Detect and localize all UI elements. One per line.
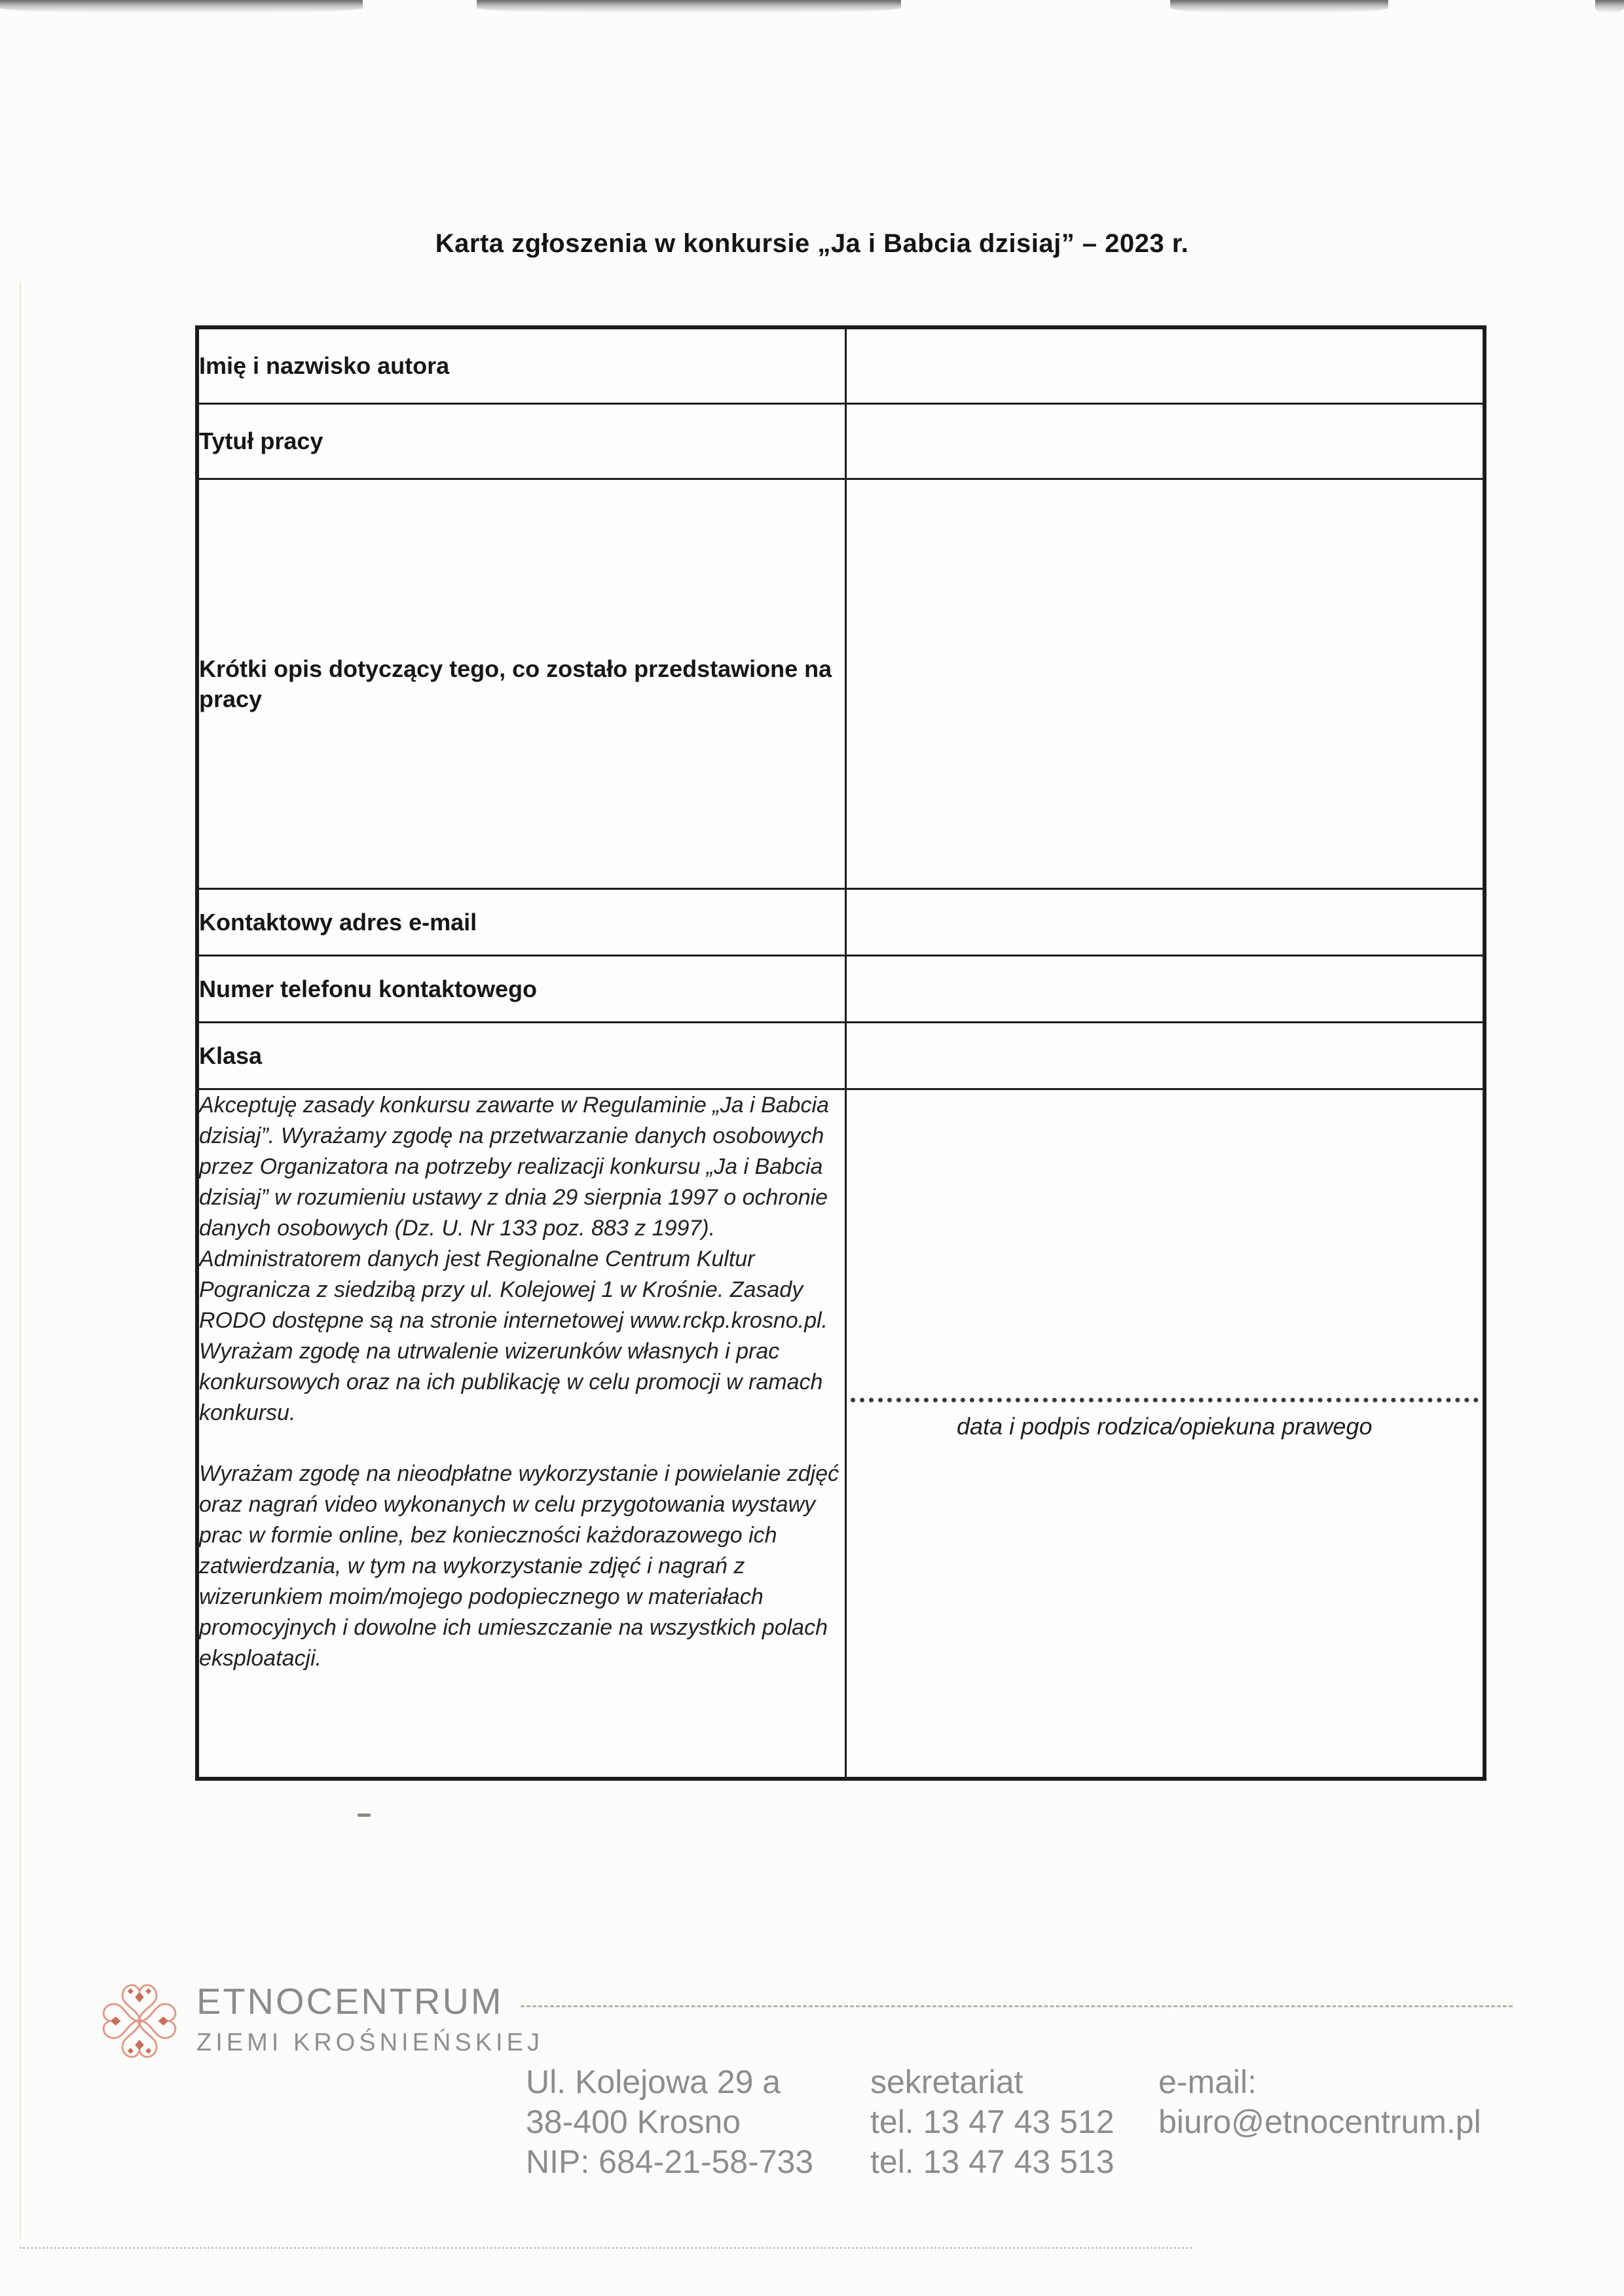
entry-form-table — [195, 325, 1486, 1781]
address-nip: NIP: 684-21-58-733 — [526, 2143, 814, 2180]
footer-divider — [521, 2005, 1513, 2007]
author-name-label: Imię i nazwisko autora — [197, 327, 845, 404]
scan-artifact-bottom-edge — [20, 2247, 1192, 2249]
address-street: Ul. Kolejowa 29 a — [526, 2064, 781, 2100]
work-title-field — [845, 404, 1485, 479]
author-name-field — [845, 327, 1485, 404]
consent-paragraph-2: Wyrażam zgodę na nieodpłatne wykorzystanie i powielanie zdjęć oraz nagrań video wykonanych w celu przygotowania wystawy prac w formie online, bez konieczności każdorazowego ich zatwierdzania, w tym na wykorzystanie zdjęć i nagrań z wizerunkiem moim/mojego podopiecznego w materiałach promocyjnych i dowolne ich umieszczanie na wszystkich polach eksploatacji. — [199, 1461, 840, 1671]
work-title-label: Tytuł pracy — [197, 404, 845, 479]
logo-text-block — [196, 1980, 544, 2057]
table-row — [197, 327, 1485, 404]
class-field — [845, 1023, 1485, 1089]
class-label: Klasa — [197, 1023, 845, 1089]
work-description-field — [845, 479, 1485, 889]
consent-statement — [197, 1089, 845, 1779]
contact-phone-label: Numer telefonu kontaktowego — [197, 956, 845, 1023]
secretariat-phone-2: tel. 13 47 43 513 — [870, 2143, 1115, 2180]
table-row — [197, 1023, 1485, 1089]
email-address: biuro@etnocentrum.pl — [1158, 2104, 1481, 2140]
email-label: e-mail: — [1158, 2064, 1257, 2100]
consent-paragraph-1: Akceptuję zasady konkursu zawarte w Regulaminie „Ja i Babcia dzisiaj”. Wyrażamy zgodę na przetwarzanie danych osobowych przez Organizatora na potrzeby realizacji konkursu „Ja i Babcia dzisiaj” w rozumieniu ustawy z dnia 29 sierpnia 1997 o ochronie danych osobowych (Dz. U. Nr 133 poz. 883 z 1997). Administratorem danych jest Regionalne Centrum Kultur Pogranicza z siedzibą przy ul. Kolejowej 1 w Krośnie. Zasady RODO dostępne są na stronie internetowej www.rckp.krosno.pl. Wyrażam zgodę na utrwalenie wizerunków własnych i prac konkursowych oraz na ich publikację w celu promocji w ramach konkursu. — [199, 1093, 829, 1425]
footer-secretariat-block — [870, 2062, 1115, 2182]
page-title: Karta zgłoszenia w konkursie „Ja i Babcia dzisiaj” – 2023 r. — [435, 229, 1189, 258]
table-row — [197, 479, 1485, 889]
scan-artifact-top-corner — [1595, 0, 1624, 13]
footer-address-block — [526, 2062, 813, 2182]
table-row — [197, 956, 1485, 1023]
scan-artifact-top-right — [1170, 0, 1388, 13]
scan-artifact-left-edge — [20, 282, 21, 2239]
contact-email-label: Kontaktowy adres e-mail — [197, 889, 845, 956]
scan-artifact-dash — [358, 1813, 371, 1817]
signature-cell — [845, 1089, 1485, 1779]
table-row — [197, 404, 1485, 479]
table-row — [197, 1089, 1485, 1779]
footer-email-block — [1158, 2062, 1481, 2142]
address-city: 38-400 Krosno — [526, 2104, 741, 2140]
table-row — [197, 889, 1485, 956]
secretariat-label: sekretariat — [870, 2064, 1024, 2100]
signature-caption: data i podpis rodzica/opiekuna prawego — [957, 1413, 1373, 1440]
etnocentrum-logo-icon — [102, 1975, 177, 2068]
signature-dotted-line — [851, 1398, 1479, 1402]
work-description-label: Krótki opis dotyczący tego, co zostało przedstawione na pracy — [197, 479, 845, 889]
logo-subtitle: ZIEMI KROŚNIEŃSKIEJ — [196, 2029, 544, 2056]
scan-artifact-top-left — [0, 0, 363, 13]
logo-name: ETNOCENTRUM — [196, 1980, 504, 2022]
contact-email-field — [845, 889, 1485, 956]
secretariat-phone-1: tel. 13 47 43 512 — [870, 2104, 1115, 2140]
scan-artifact-top-middle — [477, 0, 901, 13]
contact-phone-field — [845, 956, 1485, 1023]
